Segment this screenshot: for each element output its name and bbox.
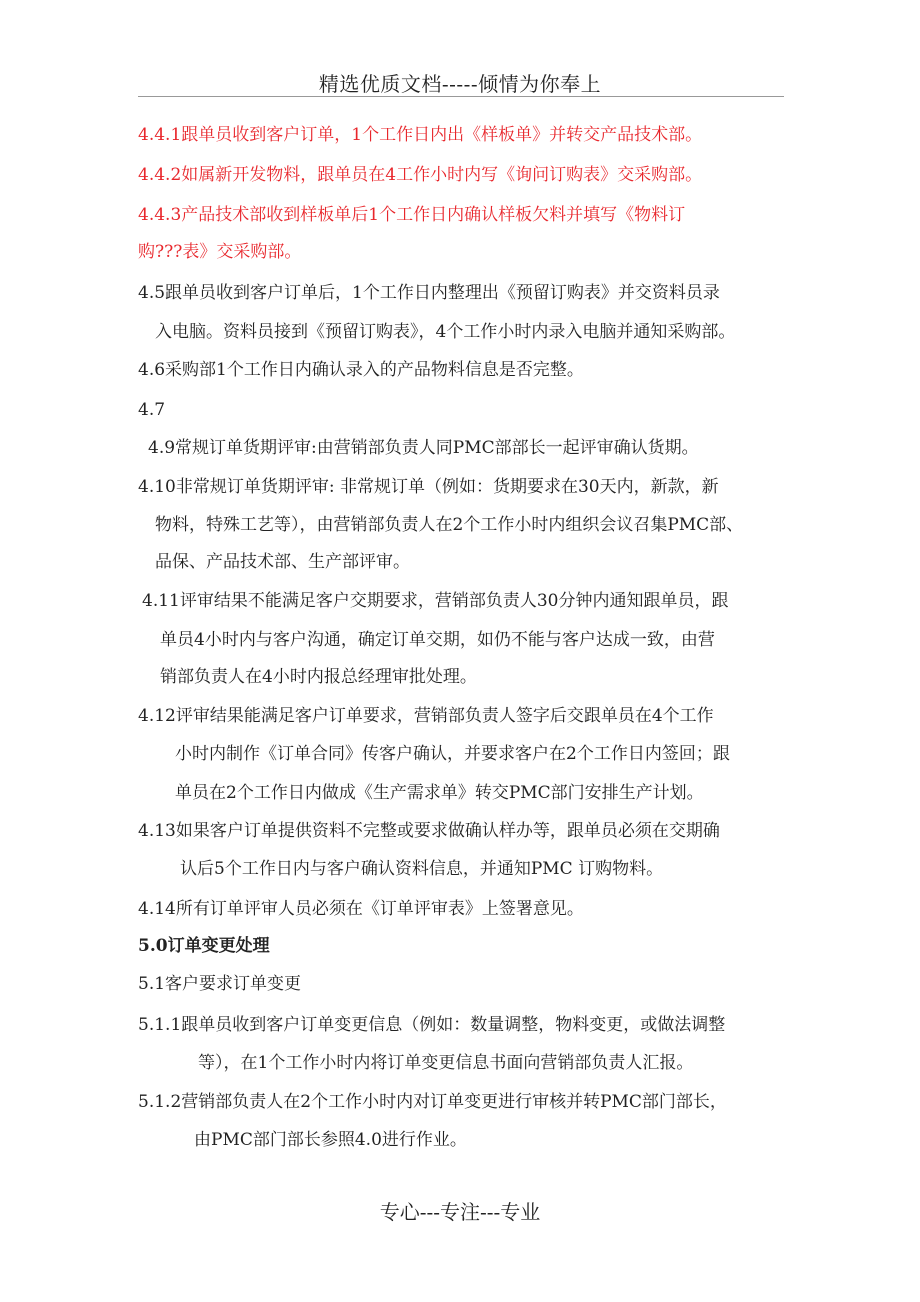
- clause-4-11: 4.11评审结果不能满足客户交期要求，营销部负责人30分钟内通知跟单员，跟: [142, 591, 729, 611]
- clause-4-4-1: 4.4.1跟单员收到客户订单，1个工作日内出《样板单》并转交产品技术部。: [138, 125, 703, 145]
- clause-4-10: 4.10非常规订单货期评审: 非常规订单（例如：货期要求在30天内，新款，新: [138, 477, 719, 497]
- clause-4-4-2: 4.4.2如属新开发物料，跟单员在4工作小时内写《询问订购表》交采购部。: [138, 165, 703, 185]
- page-footer: 专心---专注---专业: [379, 1200, 541, 1224]
- clause-5-1-1-cont: 等），在1个工作小时内将订单变更信息书面向营销部负责人汇报。: [198, 1053, 694, 1073]
- clause-4-12-cont-2: 单员在2个工作日内做成《生产需求单》转交PMC部门安排生产计划。: [175, 783, 704, 803]
- clause-4-7: 4.7: [138, 400, 166, 420]
- clause-4-9: 4.9常规订单货期评审:由营销部负责人同PMC部部长一起评审确认货期。: [148, 438, 699, 458]
- clause-4-12-cont-1: 小时内制作《订单合同》传客户确认，并要求客户在2个工作日内签回；跟: [175, 744, 730, 764]
- clause-4-10-cont-1: 物料，特殊工艺等），由营销部负责人在2个工作小时内组织会议召集PMC部、: [155, 515, 744, 535]
- clause-4-6: 4.6采购部1个工作日内确认录入的产品物料信息是否完整。: [138, 360, 584, 380]
- clause-4-12: 4.12评审结果能满足客户订单要求，营销部负责人签字后交跟单员在4个工作: [138, 706, 714, 726]
- header-divider: [138, 96, 784, 97]
- clause-5-1: 5.1客户要求订单变更: [138, 974, 302, 994]
- clause-4-5-cont: 入电脑。资料员接到《预留订购表》，4个工作小时内录入电脑并通知采购部。: [155, 322, 736, 342]
- clause-5-1-2: 5.1.2营销部负责人在2个工作小时内对订单变更进行审核并转PMC部门部长，: [138, 1092, 727, 1112]
- clause-4-13-cont: 认后5个工作日内与客户确认资料信息，并通知PMC 订购物料。: [180, 859, 664, 879]
- clause-4-13: 4.13如果客户订单提供资料不完整或要求做确认样办等，跟单员必须在交期确: [138, 821, 720, 841]
- clause-4-4-3: 4.4.3产品技术部收到样板单后1个工作日内确认样板欠料并填写《物料订: [138, 205, 686, 225]
- clause-4-11-cont-1: 单员4小时内与客户沟通，确定订单交期，如仍不能与客户达成一致，由营: [160, 630, 715, 650]
- section-5-0-heading: 5.0订单变更处理: [138, 936, 270, 956]
- page-header-title: 精选优质文档-----倾情为你奉上: [318, 72, 602, 96]
- clause-4-11-cont-2: 销部负责人在4小时内报总经理审批处理。: [160, 667, 477, 687]
- clause-4-5: 4.5跟单员收到客户订单后，1个工作日内整理出《预留订购表》并交资料员录: [138, 283, 720, 303]
- clause-5-1-2-cont: 由PMC部门部长参照4.0进行作业。: [194, 1130, 467, 1150]
- clause-4-14: 4.14所有订单评审人员必须在《订单评审表》上签署意见。: [138, 899, 584, 919]
- clause-4-4-3-cont: 购???表》交采购部。: [138, 242, 302, 262]
- clause-5-1-1: 5.1.1跟单员收到客户订单变更信息（例如：数量调整，物料变更，或做法调整: [138, 1015, 726, 1035]
- clause-4-10-cont-2: 品保、产品技术部、生产部评审。: [155, 552, 410, 572]
